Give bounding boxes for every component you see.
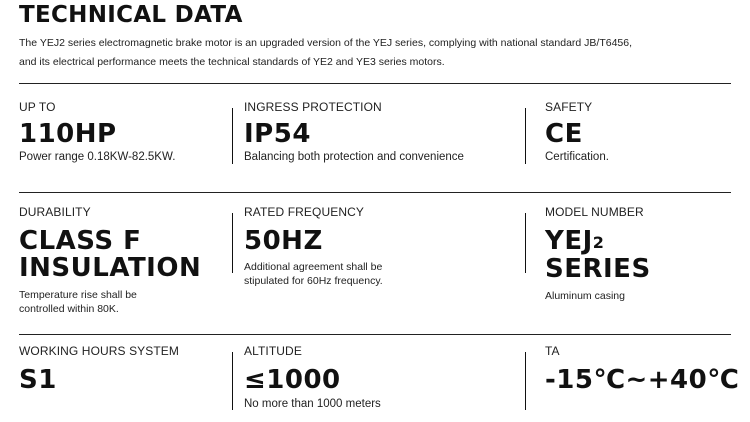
spec-label: DURABILITY — [19, 205, 91, 219]
spec-value: CE — [545, 119, 583, 149]
spec-working-hours — [19, 344, 179, 394]
spec-safety — [545, 100, 609, 165]
col-divider — [525, 213, 526, 273]
spec-power — [19, 100, 175, 165]
spec-label: UP TO — [19, 100, 56, 114]
spec-value-line-1 — [545, 228, 651, 256]
model-name: YEJ — [545, 226, 593, 256]
intro-line-2: and its electrical performance meets the technical standards of YE2 and YE3 series motors. — [19, 56, 445, 68]
row-divider-3 — [19, 334, 731, 335]
spec-label: WORKING HOURS SYSTEM — [19, 344, 180, 358]
spec-value-line-1: CLASS F — [19, 226, 142, 256]
spec-description-line-1: Additional agreement shall be — [244, 261, 383, 273]
spec-description: Aluminum casing — [545, 290, 625, 302]
spec-label: TA — [545, 344, 560, 358]
spec-description-line-2: controlled within 80K. — [19, 303, 119, 315]
spec-label: MODEL NUMBER — [545, 205, 644, 219]
spec-value: IP54 — [244, 119, 311, 149]
spec-label: SAFETY — [545, 100, 593, 114]
spec-description: No more than 1000 meters — [244, 398, 381, 410]
page-title: TECHNICAL DATA — [19, 2, 243, 28]
spec-durability — [19, 205, 201, 316]
spec-label: RATED FREQUENCY — [244, 205, 364, 219]
spec-description: Power range 0.18KW-82.5KW. — [19, 151, 176, 163]
spec-value-line-2: SERIES — [545, 254, 651, 284]
spec-description: Certification. — [545, 151, 609, 163]
spec-value: 110HP — [19, 119, 117, 149]
spec-ingress-protection — [244, 100, 464, 165]
spec-description: Balancing both protection and convenience — [244, 151, 464, 163]
col-divider — [525, 108, 526, 164]
spec-value: -15℃~+40℃ — [545, 365, 740, 395]
row-divider-2 — [19, 192, 731, 193]
spec-model-number — [545, 205, 651, 303]
spec-rated-frequency — [244, 205, 383, 288]
col-divider — [525, 352, 526, 410]
spec-label: ALTITUDE — [244, 344, 302, 358]
col-divider — [232, 352, 233, 410]
spec-description-line-1: Temperature rise shall be — [19, 289, 137, 301]
spec-value: 50HZ — [244, 226, 323, 256]
spec-value-line-2: INSULATION — [19, 253, 202, 283]
col-divider — [232, 213, 233, 273]
spec-altitude — [244, 344, 381, 412]
spec-value: ≤1000 — [244, 365, 341, 395]
intro-line-1: The YEJ2 series electromagnetic brake motor is an upgraded version of the YEJ series, complying with national standard JB/T6456, — [19, 37, 633, 49]
model-subscript: 2 — [592, 233, 605, 252]
spec-value: S1 — [19, 365, 57, 395]
spec-ta — [545, 344, 739, 394]
col-divider — [232, 108, 233, 164]
row-divider-1 — [19, 83, 731, 84]
spec-label: INGRESS PROTECTION — [244, 100, 382, 114]
spec-description-line-2: stipulated for 60Hz frequency. — [244, 275, 383, 287]
